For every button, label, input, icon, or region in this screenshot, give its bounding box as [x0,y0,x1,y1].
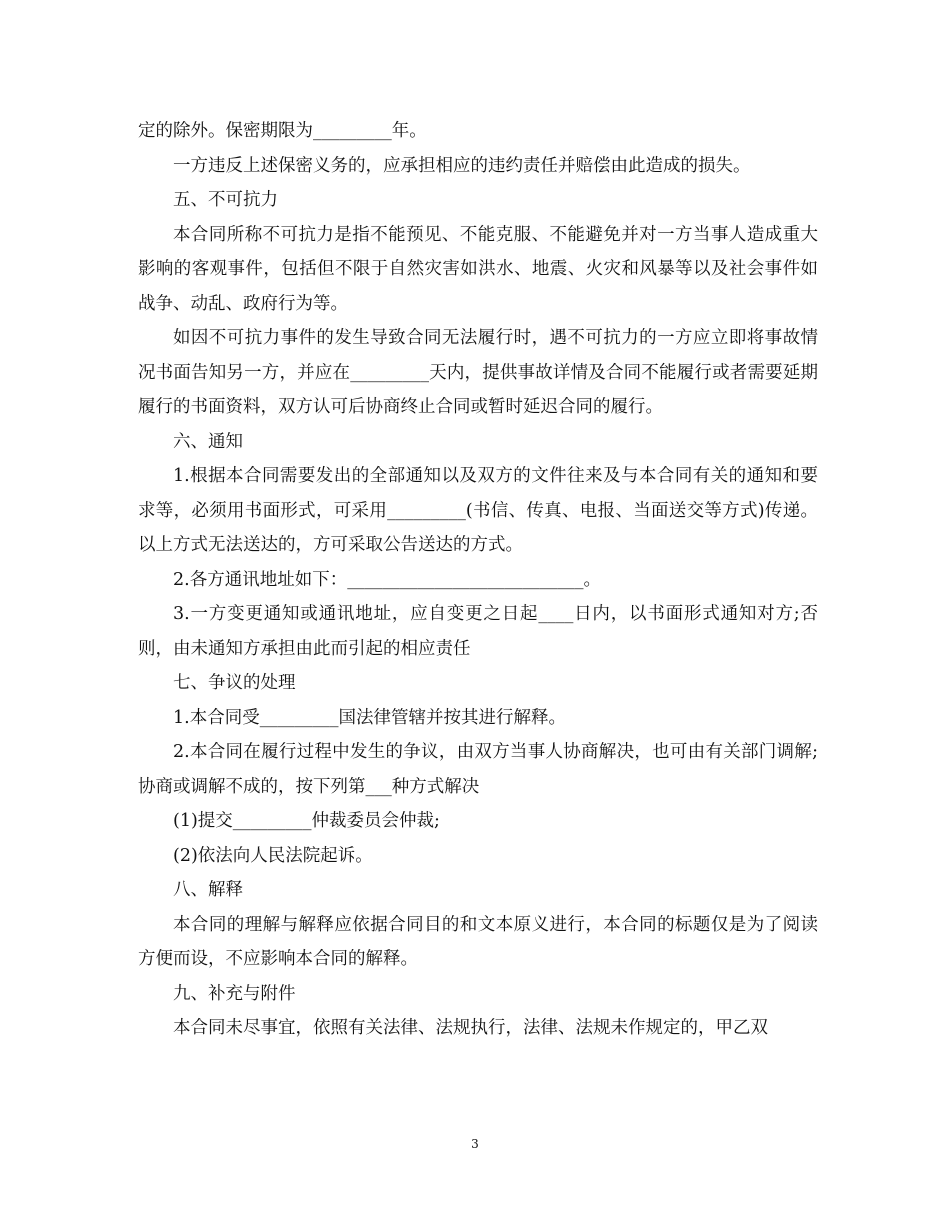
paragraph-dispute-resolution: 2.本合同在履行过程中发生的争议，由双方当事人协商解决，也可由有关部门调解;协商或调解不成的，按下列第___种方式解决 [138,742,818,797]
paragraph-notice-change: 3.一方变更通知或通讯地址，应自变更之日起____日内，以书面形式通知对方;否则，由未通知方承担由此而引起的相应责任 [138,604,818,659]
paragraph-interpretation: 本合同的理解与解释应依据合同目的和文本原义进行，本合同的标题仅是为了阅读方便而设，不应影响本合同的解释。 [138,914,818,969]
paragraph-confidentiality-term: 定的除外。保密期限为_________年。 [138,121,427,141]
paragraph-litigation-option: (2)依法向人民法院起诉。 [173,845,373,866]
paragraph-governing-law: 1.本合同受_________国法律管辖并按其进行解释。 [173,707,566,728]
page-number: 3 [471,1137,479,1151]
section-heading-notice: 六、通知 [173,431,243,452]
paragraph-breach-liability: 一方违反上述保密义务的，应承担相应的违约责任并赔偿由此造成的损失。 [173,155,751,176]
section-heading-dispute: 七、争议的处理 [173,673,296,693]
section-heading-force-majeure: 五、不可抗力 [173,190,278,210]
paragraph-notice-address: 2.各方通讯地址如下：___________________________。 [173,569,601,590]
paragraph-arbitration-option: (1)提交_________仲裁委员会仲裁; [173,811,440,831]
section-heading-supplement: 九、补充与附件 [173,983,296,1004]
paragraph-force-majeure-definition: 本合同所称不可抗力是指不能预见、不能克服、不能避免并对一方当事人造成重大影响的客观事件，包括但不限于自然灾害如洪水、地震、火灾和风暴等以及社会事件如战争、动乱、政府行为等。 [138,224,818,314]
paragraph-notice-form: 1.根据本合同需要发出的全部通知以及双方的文件往来及与本合同有关的通知和要求等，必须用书面形式，可采用_________(书信、传真、电报、当面送交等方式)传递。以上方式无法送达的，方可采取公告送达的方式。 [138,466,818,555]
document-body [138,114,818,1046]
section-heading-interpretation: 八、解释 [173,880,243,900]
paragraph-force-majeure-notice: 如因不可抗力事件的发生导致合同无法履行时，遇不可抗力的一方应立即将事故情况书面告知另一方，并应在_________天内，提供事故详情及合同不能履行或者需要延期履行的书面资料，双方认可后协商终止合同或暂时延迟合同的履行。 [138,328,818,417]
paragraph-supplement: 本合同未尽事宜，依照有关法律、法规执行，法律、法规未作规定的，甲乙双 [173,1018,768,1038]
